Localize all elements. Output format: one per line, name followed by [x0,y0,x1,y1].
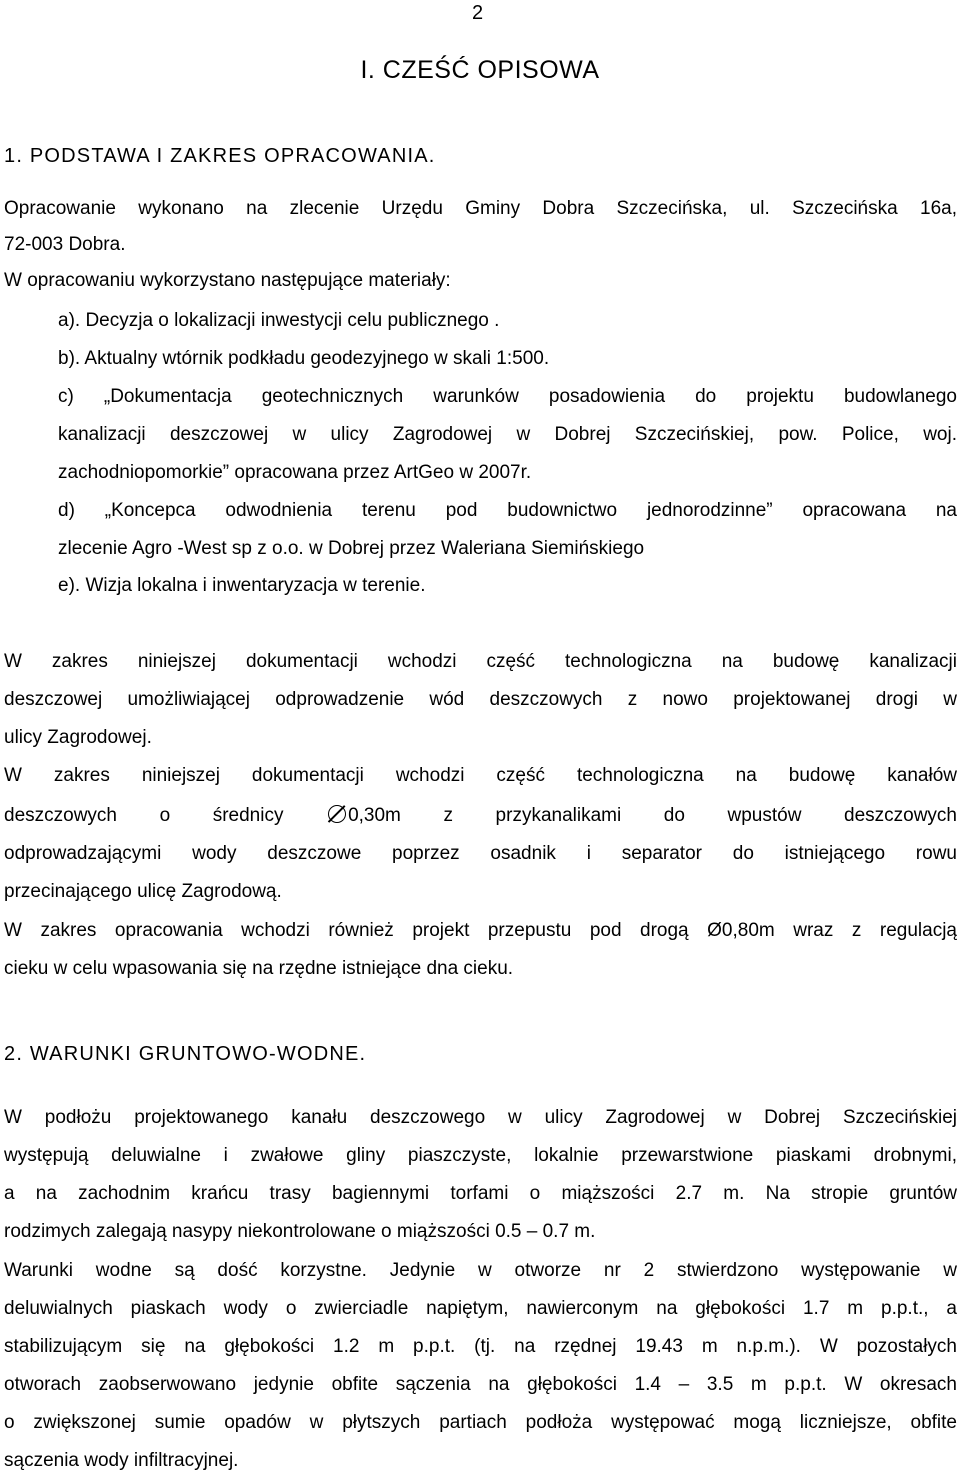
text-line: W zakres opracowania wchodzi również projekt przepustu pod drogą Ø0,80m wraz z regulacją [4,920,957,941]
text-line: rodzimych zalegają nasypy niekontrolowane o miąższości 0.5 – 0.7 m. [4,1221,596,1242]
list-item: c) „Dokumentacja geotechnicznych warunków posadowienia do projektu budowlanego [58,386,957,407]
list-item-continued: kanalizacji deszczowej w ulicy Zagrodowej w Dobrej Szczecińskiej, pow. Police, woj. [58,424,957,445]
text-line: 72-003 Dobra. [4,234,126,255]
text-line: cieku w celu wpasowania się na rzędne istniejące dna cieku. [4,958,514,979]
text-line: przecinającego ulicę Zagrodową. [4,881,282,902]
materials-intro: W opracowaniu wykorzystano następujące materiały: [4,270,451,291]
scope-paragraph-3 [4,912,957,988]
text-line: Opracowanie wykonano na zlecenie Urzędu Gminy Dobra Szczecińska, ul. Szczecińska 16a, [4,198,957,219]
section-1-paragraph-basis [4,190,957,300]
text-line: Warunki wodne są dość korzystne. Jedynie w otworze nr 2 stwierdzono występowanie w [4,1260,957,1281]
text-line: sączenia wody infiltracyjnej. [4,1450,239,1471]
list-item-continued: zachodniopomorkie” opracowana przez ArtGeo w 2007r. [58,462,532,483]
scope-paragraph-1 [4,643,957,757]
page-number: 2 [472,2,484,24]
text-line: ulicy Zagrodowej. [4,727,152,748]
water-paragraph [4,1252,957,1480]
text-line: W podłożu projektowanego kanału deszczowego w ulicy Zagrodowej w Dobrej Szczecińskiej [4,1107,957,1128]
section-1-heading: 1. PODSTAWA I ZAKRES OPRACOWANIA. [4,145,436,167]
diameter-icon [328,805,346,823]
text-line: deluwialnych piaskach wody o zwierciadle napiętym, nawierconym na głębokości 1.7 m p.p.t., a [4,1298,957,1319]
text-line: otworach zaobserwowano jedynie obfite sączenia na głębokości 1.4 – 3.5 m p.p.t. W okresach [4,1374,957,1395]
list-item: b). Aktualny wtórnik podkładu geodezyjnego w skali 1:500. [58,348,550,369]
list-item-continued: zlecenie Agro -West sp z o.o. w Dobrej przez Waleriana Siemińskiego [58,538,645,559]
list-item: d) „Koncepca odwodnienia terenu pod budownictwo jednorodzinne” opracowana na [58,500,957,521]
text-line: W zakres niniejszej dokumentacji wchodzi część technologiczna na budowę kanałów [4,765,957,786]
scope-paragraph-2 [4,757,957,911]
list-item: a). Decyzja o lokalizacji inwestycji celu publicznego . [58,310,500,331]
page-title: I. CZEŚĆ OPISOWA [360,56,600,84]
text-line: odprowadzającymi wody deszczowe poprzez osadnik i separator do istniejącego rowu [4,843,957,864]
text-line: W zakres niniejszej dokumentacji wchodzi część technologiczna na budowę kanalizacji [4,651,957,672]
text-line: deszczowej umożliwiającej odprowadzenie wód deszczowych z nowo projektowanej drogi w [4,689,957,710]
list-item: e). Wizja lokalna i inwentaryzacja w terenie. [58,575,426,596]
diameter-line: deszczowych o średnicy 0,30m z przykanalikami do wpustów deszczowych [4,805,957,826]
text-line: stabilizującym się na głębokości 1.2 m p.p.t. (tj. na rzędnej 19.43 m n.p.m.). W pozostałych [4,1336,957,1357]
ground-paragraph [4,1099,957,1251]
section-2-heading: 2. WARUNKI GRUNTOWO-WODNE. [4,1043,367,1065]
text-line: występują deluwialne i zwałowe gliny piaszczyste, lokalnie przewarstwione piaskami drobnymi, [4,1145,957,1166]
text-line: o zwiększonej sumie opadów w płytszych partiach podłoża występować mogą liczniejsze, obfite [4,1412,957,1433]
materials-list [4,302,957,604]
text-line: a na zachodnim krańcu trasy bagiennymi torfami o miąższości 2.7 m. Na stropie gruntów [4,1183,957,1204]
